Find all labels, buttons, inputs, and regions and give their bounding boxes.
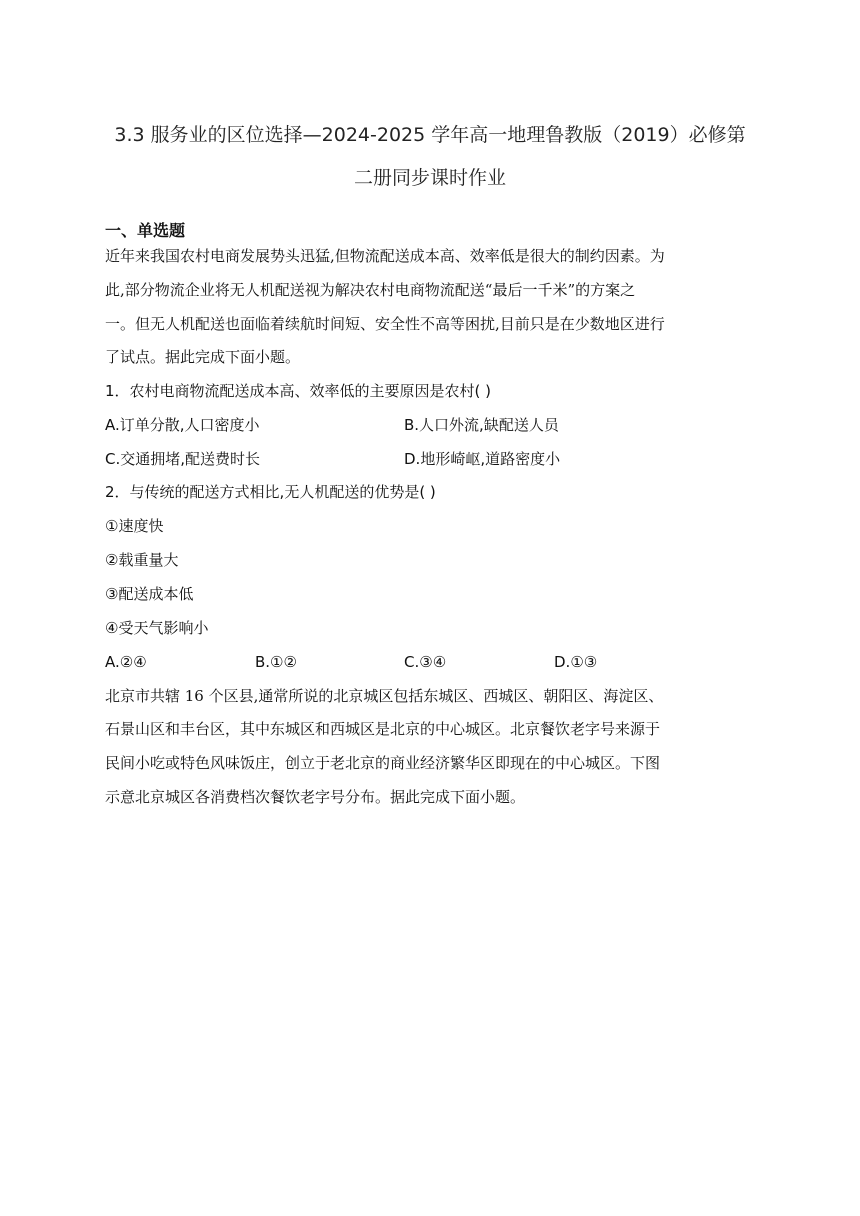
passage1-line-3: 一。但无人机配送也面临着续航时间短、安全性不高等困扰,目前只是在少数地区进行 xyxy=(105,315,665,333)
document-title-line-2: 二册同步课时作业 xyxy=(353,167,506,189)
question-2-option-b: B.①② xyxy=(255,653,297,671)
question-2-stem: 2．与传统的配送方式相比,无人机配送的优势是( ) xyxy=(105,483,436,501)
question-2-item-2: ②载重量大 xyxy=(105,551,179,569)
question-1-option-c: C.交通拥堵,配送费时长 xyxy=(105,450,261,468)
passage2-line-2: 石景山区和丰台区，其中东城区和西城区是北京的中心城区。北京餐饮老字号来源于 xyxy=(105,720,661,738)
passage2-line-4: 示意北京城区各消费档次餐饮老字号分布。据此完成下面小题。 xyxy=(105,788,526,806)
question-2-option-c: C.③④ xyxy=(404,653,447,671)
passage1-line-1: 近年来我国农村电商发展势头迅猛,但物流配送成本高、效率低是很大的制约因素。为 xyxy=(105,247,665,265)
question-2-item-1: ①速度快 xyxy=(105,517,164,535)
question-2-item-4: ④受天气影响小 xyxy=(105,619,209,637)
question-2-option-d: D.①③ xyxy=(554,653,598,671)
question-1-stem: 1．农村电商物流配送成本高、效率低的主要原因是农村( ) xyxy=(105,382,492,400)
passage2-line-1: 北京市共辖 16 个区县,通常所说的北京城区包括东城区、西城区、朝阳区、海淀区、 xyxy=(105,687,664,705)
section-heading: 一、单选题 xyxy=(105,221,186,240)
passage2-line-3: 民间小吃或特色风味饭庄，创立于老北京的商业经济繁华区即现在的中心城区。下图 xyxy=(105,754,661,772)
question-1-option-d: D.地形崎岖,道路密度小 xyxy=(404,450,561,468)
question-1-option-b: B.人口外流,缺配送人员 xyxy=(404,416,559,434)
question-1-option-a: A.订单分散,人口密度小 xyxy=(105,416,260,434)
passage1-line-2: 此,部分物流企业将无人机配送视为解决农村电商物流配送“最后一千米”的方案之 xyxy=(105,281,636,299)
question-2-option-a: A.②④ xyxy=(105,653,147,671)
document-title-line-1: 3.3 服务业的区位选择—2024-2025 学年高一地理鲁教版（2019）必修第 xyxy=(114,124,746,146)
passage1-line-4: 了试点。据此完成下面小题。 xyxy=(105,348,301,366)
question-2-item-3: ③配送成本低 xyxy=(105,585,194,603)
